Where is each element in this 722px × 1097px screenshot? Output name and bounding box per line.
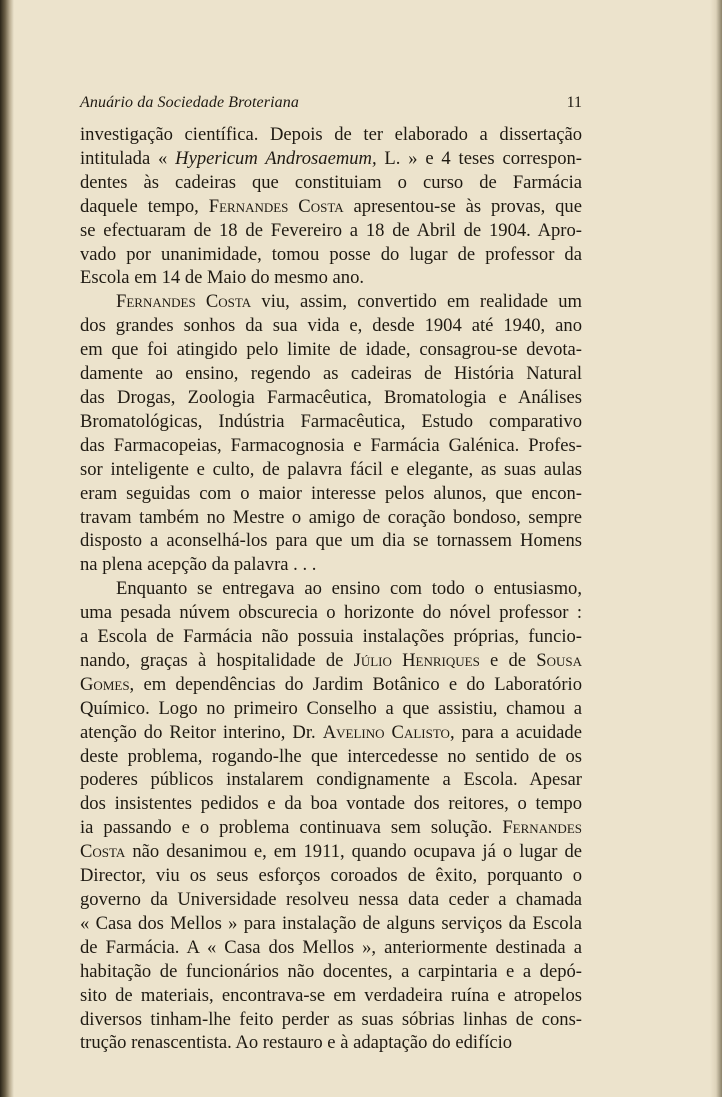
text-run: trução renascentista. Ao restauro e à adaptação do edifício (80, 1032, 513, 1054)
text-line (80, 577, 582, 601)
text-line (80, 314, 582, 338)
text-run: disposto a aconselhá-los para que um dia se tornassem Homens (80, 530, 582, 552)
text-line (80, 458, 582, 482)
text-run: dos grandes sonhos da sua vida e, desde 1904 até 1940, ano (80, 315, 582, 337)
text-run: e de (479, 649, 537, 671)
text-line (80, 482, 582, 506)
text-run: apresentou-se às provas, que (343, 195, 582, 217)
page-header (80, 94, 582, 118)
text-run: diversos tinham-lhe feito perder as suas sóbrias linhas de cons- (80, 1008, 582, 1030)
text-run: Químico. Logo no primeiro Conselho a que assistiu, chamou a (80, 697, 582, 719)
text-line (80, 553, 582, 577)
text-line (80, 888, 582, 912)
page (80, 94, 582, 1055)
person-name: Sousa (536, 649, 582, 671)
text-line (80, 768, 582, 792)
text-line (80, 1008, 582, 1032)
text-line (80, 266, 582, 290)
text-line (80, 840, 582, 864)
text-line (80, 864, 582, 888)
text-run: travam também no Mestre o amigo de coração bondoso, sempre (80, 506, 582, 528)
text-run: habitação de funcionários não docentes, a carpintaria e a depó- (80, 960, 582, 982)
text-run: sor inteligente e culto, de palavra fácil e elegante, as suas aulas (80, 458, 582, 480)
person-name: Fernandes Costa (116, 291, 252, 313)
text-run: damente ao ensino, regendo as cadeiras de História Natural (80, 363, 582, 385)
text-run: « Casa dos Mellos » para instalação de alguns serviços da Escola (80, 912, 582, 934)
page-number: 11 (566, 94, 582, 111)
text-line (80, 1031, 582, 1055)
text-line (80, 912, 582, 936)
text-run: em que foi atingido pelo limite de idade, consagrou-se devota- (80, 339, 582, 361)
text-run: viu, assim, convertido em realidade um (251, 291, 582, 313)
paragraph (80, 577, 582, 1055)
text-run: , para a acuidade (449, 721, 582, 743)
text-run: poderes públicos instalarem condignamente a Escola. Apesar (80, 769, 582, 791)
text-run: investigação científica. Depois de ter elaborado a dissertação (80, 124, 582, 145)
text-line (80, 219, 582, 243)
book-spine-shadow (0, 0, 14, 1097)
text-run: Enquanto se entregava ao ensino com todo o entusiasmo, (116, 578, 582, 600)
text-run: Escola em 14 de Maio do mesmo ano. (80, 267, 365, 289)
text-line (80, 338, 582, 362)
text-line (80, 721, 582, 745)
text-line (80, 147, 582, 171)
text-line (80, 697, 582, 721)
text-line (80, 506, 582, 530)
text-run: nando, graças à hospitalidade de (80, 649, 354, 671)
text-line (80, 171, 582, 195)
body-text (80, 123, 582, 1055)
person-name: Avelino Calisto (322, 721, 450, 743)
paragraph (80, 290, 582, 577)
text-run: , em dependências do Jardim Botânico e do Laboratório (129, 673, 582, 695)
text-run: vado por unanimidade, tomou posse do lugar de professor da (80, 243, 582, 265)
text-run: dos insistentes pedidos e da boa vontade dos reitores, o tempo (80, 793, 582, 815)
text-run: sito de materiais, encontrava-se em verdadeira ruína e atropelos (80, 984, 582, 1006)
text-line (80, 816, 582, 840)
text-line (80, 984, 582, 1008)
text-run: daquele tempo, (80, 195, 209, 217)
text-run: uma pesada núvem obscurecia o horizonte do nóvel professor : (80, 602, 582, 624)
text-line (80, 123, 582, 147)
text-line (80, 410, 582, 434)
text-run: governo da Universidade resolveu nessa data ceder a chamada (80, 889, 582, 910)
text-line (80, 529, 582, 553)
text-run: L. » e 4 teses correspon- (376, 147, 582, 169)
text-line (80, 434, 582, 458)
person-name: Fernandes (502, 817, 582, 839)
text-line (80, 243, 582, 267)
text-run: das Drogas, Zoologia Farmacêutica, Bromatologia e Análises (80, 386, 582, 408)
text-run: Bromatológicas, Indústria Farmacêutica, Estudo comparativo (80, 410, 582, 432)
paragraph (80, 123, 582, 290)
text-line (80, 195, 582, 219)
text-run: Director, viu os seus esforços coroados de êxito, porquanto o (80, 865, 582, 887)
page-edge-shadow (710, 0, 722, 1097)
text-line (80, 290, 582, 314)
text-line (80, 601, 582, 625)
text-run: eram seguidas com o maior interesse pelos alunos, que encon- (80, 482, 582, 504)
person-name: Costa (80, 841, 126, 863)
text-run: na plena acepção da palavra . . . (80, 554, 317, 576)
text-run: das Farmacopeias, Farmacognosia e Farmácia Galénica. Profes- (80, 434, 582, 456)
text-run: não desanimou e, em 1911, quando ocupava já o lugar de (125, 841, 582, 863)
text-run: de Farmácia. A « Casa dos Mellos », anteriormente destinada a (80, 936, 582, 958)
text-run: deste problema, rogando-lhe que intercedesse no sentido de os (80, 745, 582, 767)
text-line (80, 362, 582, 386)
text-line (80, 960, 582, 984)
text-line (80, 792, 582, 816)
text-line (80, 745, 582, 769)
text-line (80, 673, 582, 697)
text-line (80, 649, 582, 673)
text-line (80, 936, 582, 960)
person-name: Fernandes Costa (208, 195, 344, 217)
text-run: intitulada « (80, 147, 176, 169)
text-line (80, 625, 582, 649)
person-name: Júlio Henriques (353, 649, 480, 671)
text-run: se efectuaram de 18 de Fevereiro a 18 de Abril de 1904. Apro- (80, 219, 582, 241)
running-title: Anuário da Sociedade Broteriana (80, 94, 299, 111)
text-line (80, 386, 582, 410)
text-run: atenção do Reitor interino, Dr. (80, 721, 323, 743)
text-run: dentes às cadeiras que constituiam o curso de Farmácia (80, 171, 582, 193)
text-run: a Escola de Farmácia não possuia instalações próprias, funcio- (80, 626, 582, 648)
person-name: Gomes (80, 673, 130, 695)
text-run: ia passando e o problema continuava sem solução. (80, 817, 503, 839)
species-name: Hypericum Androsaemum, (175, 147, 377, 169)
